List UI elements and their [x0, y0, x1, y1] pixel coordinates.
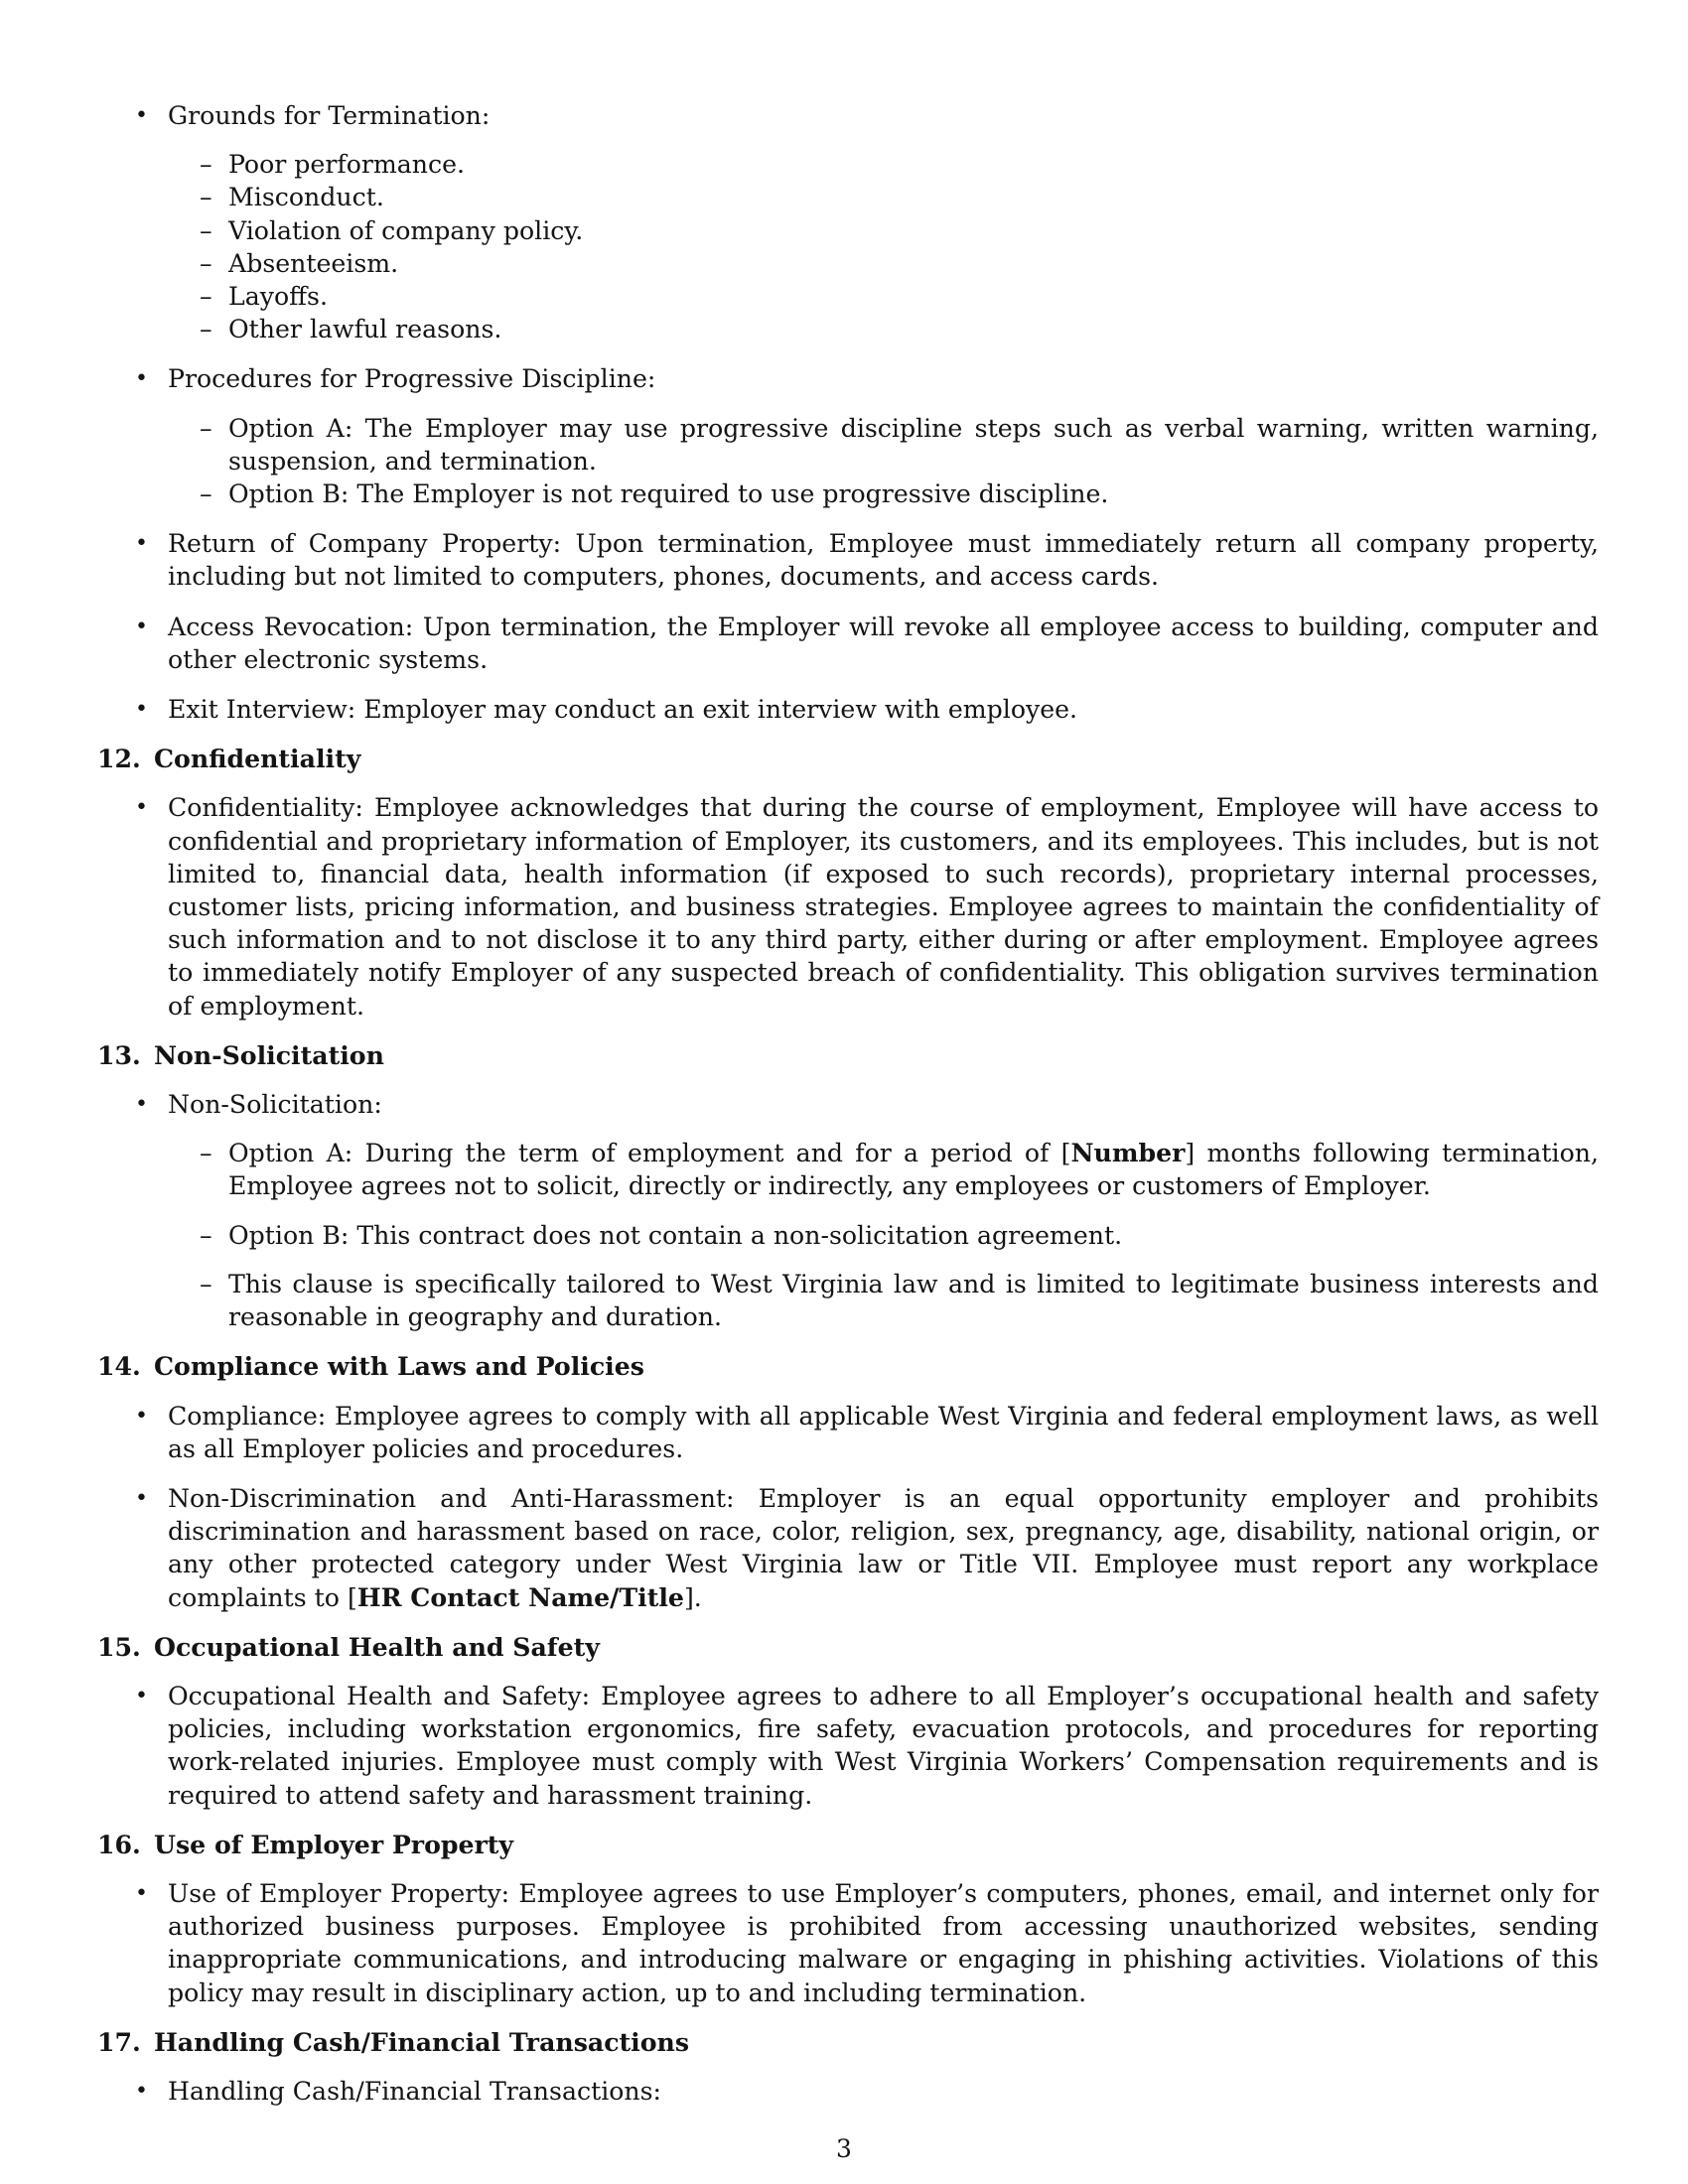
discipline-options — [168, 412, 1599, 511]
section-17-list — [97, 2075, 1599, 2108]
list-item: – Option A: During the term of employment and for a period of [Number] months following termination, Employee agrees not to solicit, directly or indirectly, any employees or customers of Employer. — [168, 1137, 1599, 1202]
section-15-list — [97, 1680, 1599, 1812]
list-item: – Option B: This contract does not contain a non-solicitation agreement. — [168, 1219, 1599, 1252]
list-item: • Occupational Health and Safety: Employee agrees to adhere to all Employer’s occupational health and safety policies, including workstation ergonomics, fire safety, evacuation protocols, and procedures for reporting work-related injuries. Employee must comply with West Virginia Workers’ Compensation requirements and is required to attend safety and harassment training. — [97, 1680, 1599, 1812]
list-item — [97, 1088, 1599, 1333]
list-item: – Poor performance. — [168, 148, 1599, 181]
section-heading: 13. Non-Solicitation — [97, 1039, 384, 1070]
section-13-list — [97, 1088, 1599, 1333]
list-item: • Access Revocation: Upon termination, the Employer will revoke all employee access to building, computer and other electronic systems. — [97, 611, 1599, 676]
placeholder: Number — [1070, 1138, 1186, 1168]
placeholder: HR Contact Name/Title — [356, 1581, 684, 1612]
list-item: • Compliance: Employee agrees to comply with all applicable West Virginia and federal employment laws, as well as all Employer policies and procedures. — [97, 1400, 1599, 1465]
section-heading: 17. Handling Cash/Financial Transactions — [97, 2026, 690, 2057]
grounds-list — [168, 148, 1599, 345]
list-item: • Use of Employer Property: Employee agrees to use Employer’s computers, phones, email, and internet only for authorized business purposes. Employee is prohibited from accessing unauthorized websites, sending inappropriate communications, and introducing malware or engaging in phishing activities. Violations of this policy may result in disciplinary action, up to and including termination. — [97, 1877, 1599, 2009]
section-heading: 14. Compliance with Laws and Policies — [97, 1351, 644, 1382]
list-item: – Violation of company policy. — [168, 214, 1599, 247]
list-item: • Non-Discrimination and Anti-Harassment: Employer is an equal opportunity employer and prohibits discrimination and harassment based on race, color, religion, sex, pregnancy, age, disability, national origin, or any other protected category under West Virginia law or Title VII. Employee must report any workplace complaints to [HR Contact Name/Title]. — [97, 1482, 1599, 1614]
list-item: – Layoffs. — [168, 280, 1599, 313]
non-solicitation-options — [168, 1137, 1599, 1333]
termination-list — [97, 99, 1599, 726]
section-14-list — [97, 1400, 1599, 1614]
non-solicitation-label: • Non-Solicitation: — [168, 1090, 382, 1120]
list-item — [97, 362, 1599, 510]
grounds-label: • Grounds for Termination: — [168, 101, 491, 130]
list-item: – This clause is specifically tailored to West Virginia law and is limited to legitimate business interests and reasonable in geography and duration. — [168, 1268, 1599, 1333]
document-page — [97, 99, 1599, 2124]
discipline-label: • Procedures for Progressive Discipline: — [168, 364, 656, 394]
section-12-list — [97, 791, 1599, 1022]
list-item: – Misconduct. — [168, 181, 1599, 213]
list-item — [97, 99, 1599, 345]
section-heading: 16. Use of Employer Property — [97, 1829, 514, 1859]
section-16-list — [97, 1877, 1599, 2009]
list-item: • Exit Interview: Employer may conduct an exit interview with employee. — [97, 693, 1599, 726]
list-item: – Other lawful reasons. — [168, 313, 1599, 345]
list-item: • Confidentiality: Employee acknowledges that during the course of employment, Employee will have access to confidential and proprietary information of Employer, its customers, and its employees. This includes, but is not limited to, financial data, health information (if exposed to such records), proprietary internal processes, customer lists, pricing information, and business strategies. Employee agrees to maintain the confidentiality of such information and to not disclose it to any third party, either during or after employment. Employee agrees to immediately notify Employer of any suspected breach of confidentiality. This obligation survives termination of employment. — [97, 791, 1599, 1022]
page-number: 3 — [836, 2134, 852, 2163]
list-item: • Return of Company Property: Upon termination, Employee must immediately return all company property, including but not limited to computers, phones, documents, and access cards. — [97, 527, 1599, 593]
list-item: – Option B: The Employer is not required to use progressive discipline. — [168, 478, 1599, 510]
list-item: – Option A: The Employer may use progressive discipline steps such as verbal warning, written warning, suspension, and termination. — [168, 412, 1599, 478]
section-heading: 12. Confidentiality — [97, 744, 361, 774]
section-heading: 15. Occupational Health and Safety — [97, 1631, 600, 1662]
list-item: – Absenteeism. — [168, 247, 1599, 280]
list-item: • Handling Cash/Financial Transactions: — [97, 2075, 1599, 2108]
